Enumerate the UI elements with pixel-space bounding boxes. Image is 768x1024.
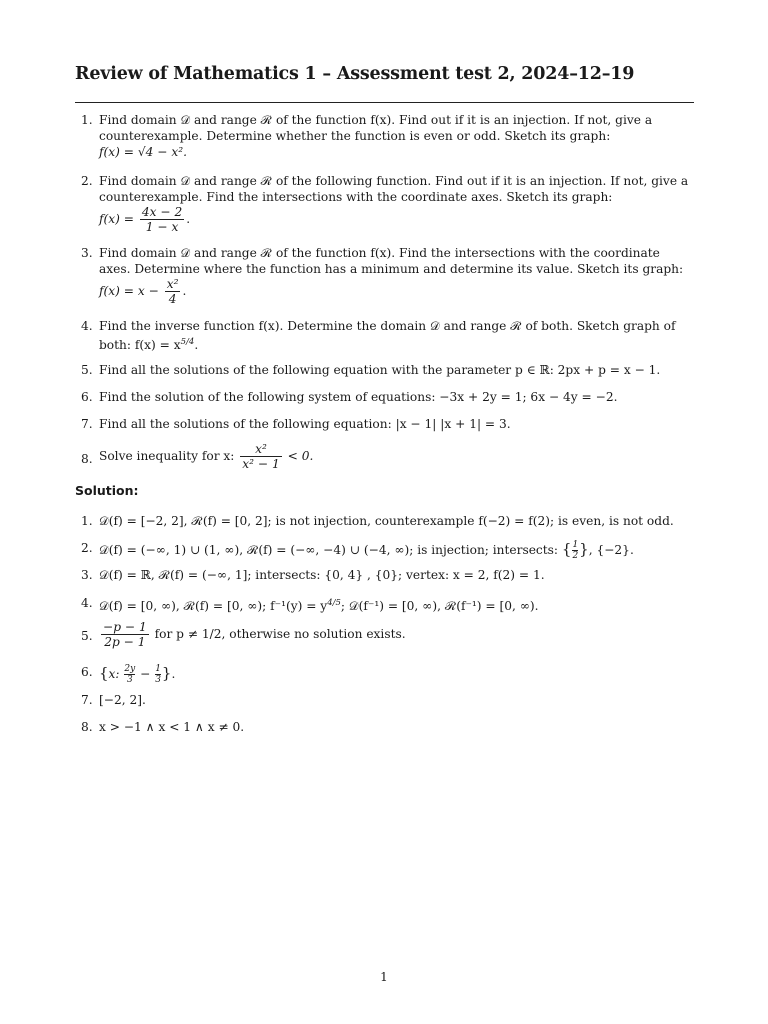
set-variable: x: [108,667,120,681]
solution-number: 2. [81,541,93,555]
formula-end: . [186,212,191,226]
problem-number: 8. [81,452,93,466]
right-brace-glyph: } [161,664,172,682]
problem-statement: Find all the solutions of the following equation with the parameter p ∈ ℝ: 2px + p = x − 1. [99,363,661,377]
problem-text [99,112,694,160]
title-divider [75,102,694,103]
minus-sign: − [140,667,151,681]
fraction-denominator: 2 [572,551,579,561]
exponent-numerator: 5 [180,337,187,347]
formula-end: < 0. [287,449,314,463]
formula-lhs: f(x) = x − [99,284,159,298]
problem-text [99,245,694,306]
solution-text: [−2, 2]. [99,693,146,707]
solution-text: 𝒟(f) = [−2, 2], ℛ(f) = [0, 2]; is not injection, counterexample f(−2) = f(2); is even, is not odd. [99,514,674,528]
left-brace-glyph: { [99,664,109,682]
solution-number: 7. [81,693,93,707]
solution-text [99,664,694,685]
solution-text [99,620,694,649]
solution-statement: 𝒟(f) = (−∞, 1) ∪ (1, ∞), ℛ(f) = (−∞, −4) ∪ (−4, ∞); is injection; intersects: [99,543,559,557]
solution-text [99,595,694,614]
problem-number: 4. [81,319,93,333]
solution-text: x > −1 ∧ x < 1 ∧ x ≠ 0. [99,720,245,734]
exponent-denominator: 4 [188,337,195,347]
exponent-numerator: 4 [327,598,333,608]
solution-fraction [155,664,161,685]
solution-text [99,540,694,561]
solution-number: 3. [81,568,93,582]
problem-formula: f(x) = √4 − x². [99,145,187,159]
solution-number: 4. [81,596,93,610]
formula-fraction [240,442,281,471]
problem-number: 7. [81,417,93,431]
solution-number: 1. [81,514,93,528]
fraction-denominator: 2p − 1 [101,634,149,649]
statement-end: . [194,338,199,352]
page-title: Review of Mathematics 1 – Assessment test 2, 2024–12–19 [75,64,635,84]
solution-number: 8. [81,720,93,734]
problem-statement: Find domain 𝒟 and range ℛ of the function f(x). Find the intersections with the coordinate axes. Determine where the function has a minimum and determine its value. Sketch its graph: [99,246,684,276]
fraction-denominator: 3 [155,675,161,685]
problem-number: 1. [81,113,93,127]
solution-statement: for p ≠ 1/2, otherwise no solution exists. [154,627,406,641]
exponent: 5/4 [180,337,195,347]
fraction-denominator: 3 [124,674,135,685]
exponent-denominator: 5 [335,598,341,608]
fraction-numerator: 1 [155,664,161,674]
solution-number: 5. [81,629,93,643]
problem-statement: Find domain 𝒟 and range ℛ of the following function. Find out if it is an injection. If not, give a counterexample. Find the intersections with the coordinate axes. Sketch its graph: [99,174,689,204]
fraction-numerator: 1 [572,540,579,550]
problem-number: 2. [81,174,93,188]
solution-fraction [124,664,135,685]
solution-number: 6. [81,665,93,679]
fraction-numerator: 4x − 2 [141,205,183,219]
solution-statement-end: ; 𝒟(f⁻¹) = [0, ∞), ℛ(f⁻¹) = [0, ∞). [340,599,539,613]
problem-statement: Solve inequality for x: [99,449,235,463]
solution-statement-end: , {−2}. [588,543,634,557]
page-number: 1 [380,970,388,984]
formula-lhs: f(x) = [99,212,134,226]
formula-fraction [140,205,184,234]
fraction-numerator: x² [166,277,179,291]
problem-text [99,173,694,234]
exponent: 4/5 [327,598,341,608]
left-brace-glyph: { [561,540,572,558]
problem-statement: Find all the solutions of the following equation: |x − 1| |x + 1| = 3. [99,417,511,431]
fraction-denominator: x² − 1 [242,457,280,471]
fraction-numerator: −p − 1 [103,620,147,634]
solution-heading: Solution: [75,483,139,498]
solution-statement: 𝒟(f) = [0, ∞), ℛ(f) = [0, ∞); f⁻¹(y) = y [99,599,328,613]
problem-text [99,318,694,353]
fraction-numerator: x² [255,442,267,456]
formula-end: . [182,284,187,298]
problem-text [99,442,694,471]
solution-statement-end: . [171,667,176,681]
problem-statement: Find the solution of the following system of equations: −3x + 2y = 1; 6x − 4y = −2. [99,390,618,404]
problem-statement: Find the inverse function f(x). Determine the domain 𝒟 and range ℛ of both. Sketch graph of both: f(x) = x [99,319,676,352]
problem-number: 3. [81,246,93,260]
fraction-denominator: 4 [165,291,181,306]
solution-text: 𝒟(f) = ℝ, ℛ(f) = (−∞, 1]; intersects: {0, 4} , {0}; vertex: x = 2, f(2) = 1. [99,568,545,582]
solution-fraction [572,540,578,561]
problem-statement: Find domain 𝒟 and range ℛ of the function f(x). Find out if it is an injection. If not, give a counterexample. Determine whether the function is even or odd. Sketch its graph: [99,113,653,143]
fraction-numerator: 2y [124,664,136,674]
problem-number: 6. [81,390,93,404]
problem-number: 5. [81,363,93,377]
right-brace-glyph: } [579,540,589,558]
solution-fraction [101,620,149,649]
fraction-denominator: 1 − x [140,219,184,234]
formula-fraction [165,277,181,306]
